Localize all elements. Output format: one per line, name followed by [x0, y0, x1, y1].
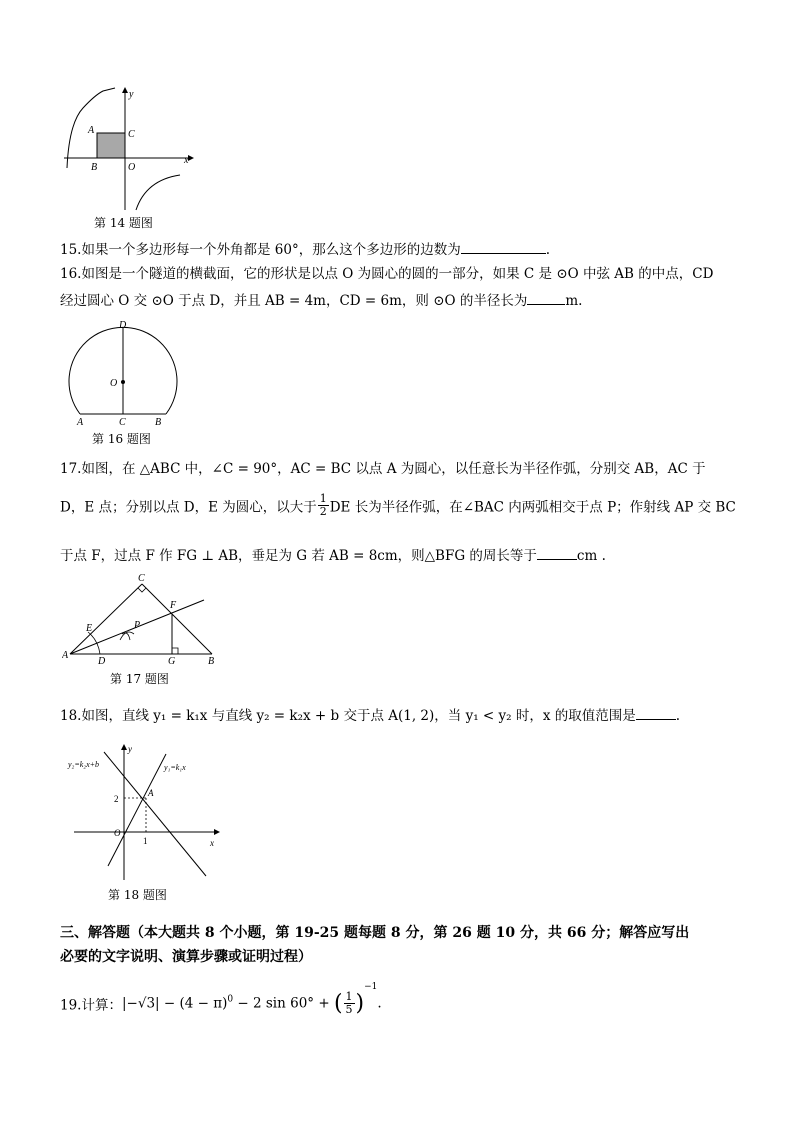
fig18-label-y1: y₁=k₁x [164, 763, 186, 772]
q16-line2-end: m. [565, 293, 583, 309]
figure-17-triangle [62, 570, 222, 670]
fig16-label-o: O [110, 378, 118, 389]
section-3-heading-line2: 必要的文字说明、演算步骤或证明过程） [60, 949, 312, 965]
q15-text: 15.如果一个多边形每一个外角都是 60°，那么这个多边形的边数为 [60, 242, 461, 258]
fig17-label-e: E [86, 623, 93, 634]
q17-line2-b: DE 长为半径作弧，在∠BAC 内两弧相交于点 P；作射线 AP 交 BC [329, 499, 736, 516]
q16-answer-blank[interactable] [527, 292, 565, 305]
q18-text: 18.如图，直线 y₁ = k₁x 与直线 y₂ = k₂x + b 交于点 A(1, 2)，当 y₁ < y₂ 时，x 的取值范围是 [60, 708, 636, 724]
section-3-heading-line1: 三、解答题（本大题共 8 个小题，第 19-25 题每题 8 分，第 26 题 10 分，共 66 分；解答应写出 [60, 925, 690, 941]
fig16-caption: 第 16 题图 [92, 432, 151, 446]
q19-frac-num: 1 [345, 990, 353, 1003]
figure-18-lines [66, 740, 226, 885]
fig14-label-y: y [129, 89, 134, 100]
q17-answer-blank[interactable] [537, 547, 577, 560]
fig14-label-b: B [91, 162, 98, 173]
q19-prefix: 19.计算： [60, 997, 122, 1014]
question-19 [60, 982, 382, 1016]
fig18-label-two: 2 [114, 794, 119, 804]
q19-exponent-neg1: −1 [364, 982, 378, 992]
fig17-label-f: F [170, 600, 177, 611]
q17-line3-text: 于点 F，过点 F 作 FG ⊥ AB，垂足为 G 若 AB = 8cm，则△BFG 的周长等于 [60, 548, 537, 564]
q17-fraction [318, 493, 329, 518]
fig16-label-a: A [77, 417, 84, 428]
question-16-line2 [60, 289, 582, 309]
q18-end: . [675, 708, 681, 724]
fig18-label-y: y [128, 744, 132, 754]
fig17-caption: 第 17 题图 [110, 672, 169, 686]
q19-frac-den: 5 [345, 1003, 353, 1016]
q15-answer-blank[interactable] [461, 241, 546, 254]
fig16-label-b: B [155, 417, 162, 428]
fig17-label-d: D [98, 656, 106, 667]
figure-14-hyperbola [60, 85, 200, 215]
fig16-label-c: C [119, 417, 126, 428]
fig17-label-a: A [62, 650, 69, 661]
fig17-label-c: C [138, 573, 145, 584]
q15-end: . [545, 242, 550, 258]
q16-line2-text: 经过圆心 O 交 ⊙O 于点 D，并且 AB = 4m，CD = 6m，则 ⊙O 的半径长为 [60, 293, 528, 309]
question-18 [60, 704, 680, 724]
question-17-line1: 17.如图，在 △ABC 中，∠C = 90°，AC = BC 以点 A 为圆心，以任意长为半径作弧，分别交 AB，AC 于 [60, 461, 706, 477]
q19-expr-b: − 2 sin 60° + [233, 995, 334, 1012]
fig14-label-c: C [128, 129, 135, 140]
fig14-label-a: A [88, 125, 95, 136]
question-15 [60, 238, 550, 258]
q19-right-paren: ) [355, 991, 365, 1016]
fig18-label-o: O [114, 828, 121, 838]
fig17-label-b: B [208, 656, 215, 667]
fig17-label-p: P [134, 620, 141, 631]
question-16-line1: 16.如图是一个隧道的横截面，它的形状是以点 O 为圆心的圆的一部分，如果 C 是 ⊙O 中弦 AB 的中点，CD [60, 266, 714, 282]
fig18-label-a: A [148, 788, 154, 798]
fig17-label-g: G [168, 656, 176, 667]
q17-line2-a: D，E 点；分别以点 D，E 为圆心，以大于 [60, 499, 317, 516]
q19-exponent-zero: 0 [227, 994, 234, 1005]
figure-16-tunnel [66, 318, 196, 430]
question-17-line3 [60, 544, 606, 564]
q19-fraction [344, 991, 355, 1016]
fig18-label-y2: y₂=k₂x+b [68, 760, 100, 769]
fig14-label-o: O [128, 162, 136, 173]
q17-frac-num: 1 [319, 492, 327, 505]
q17-line3-end: cm . [576, 548, 606, 564]
question-17-line2 [60, 493, 736, 518]
q18-answer-blank[interactable] [636, 707, 676, 720]
q19-end: . [377, 995, 382, 1012]
q19-expr-a: |−√3| − (4 − π) [121, 995, 228, 1012]
fig18-label-one: 1 [143, 836, 148, 846]
fig16-label-d: D [119, 320, 127, 331]
fig18-caption: 第 18 题图 [108, 888, 167, 902]
fig18-label-x: x [210, 838, 214, 848]
q17-frac-den: 2 [319, 505, 327, 518]
q19-left-paren: ( [333, 991, 343, 1016]
fig14-caption: 第 14 题图 [94, 216, 153, 230]
fig14-label-x: x [184, 155, 189, 166]
